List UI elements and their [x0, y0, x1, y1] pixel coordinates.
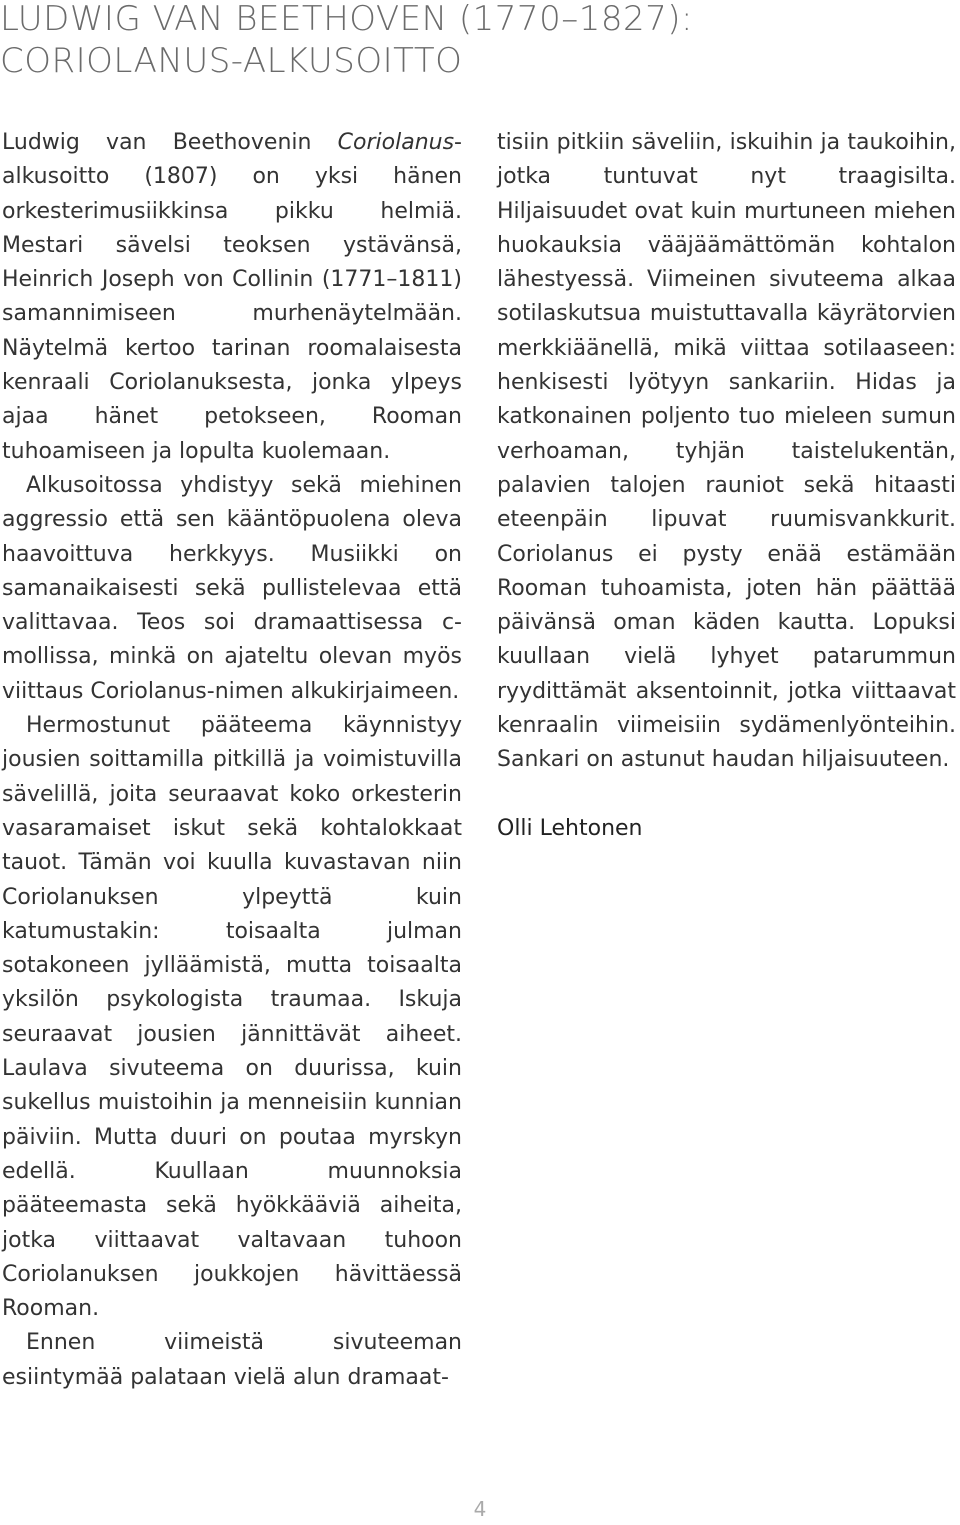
- page-number: 4: [473, 1497, 487, 1521]
- left-column: [2, 126, 462, 1395]
- author-signature: Olli Lehtonen: [497, 815, 643, 841]
- right-column: [497, 126, 956, 846]
- work-title-italic: Coriolanus: [337, 130, 455, 155]
- paragraph-final-start: Ennen viimeistä sivuteeman esiintymää palataan vielä alun dramaat-: [2, 1330, 462, 1390]
- paragraph-character: Alkusoitossa yhdistyy sekä miehinen aggressio että sen kääntöpuolena oleva haavoittuva herkkyys. Musiikki on samanaikaisesti sekä pullistelevaa että valittavaa. Teos soi dramaattisessa c-mollissa, minkä on ajateltu olevan myös viittaus Coriolanus-nimen alkukirjaimeen.: [2, 472, 462, 704]
- paragraph-intro: [2, 126, 462, 469]
- intro-text-start: Ludwig van Beethovenin: [2, 130, 338, 155]
- paragraph-final-end: tisiin pitkiin säveliin, iskuihin ja taukoihin, jotka tuntuvat nyt traagisilta. Hiljaisuudet ovat kuin murtuneen miehen huokauksia vääjäämättömän kohtalon lähestyessä. Viimeinen sivuteema alkaa sotilaskutsua muistuttavalla käyrätorvien merkkiäänellä, mikä viittaa sotilaaseen: henkisesti lyötyyn sankariin. Hidas ja katkonainen poljento tuo mieleen sumun verhoaman, tyhjän taistelukentän, palavien talojen rauniot sekä hitaasti eteenpäin lipuvat ruumisvankkurit. Coriolanus ei pysty enää estämään Rooman tuhoamista, joten hän päättää päivänsä oman käden kautta. Lopuksi kuullaan vielä lyhyet patarummun ryydittämät aksentoinnit, jotka viittaavat kenraalin viimeisiin sydämenlyönteihin. Sankari on astunut haudan hiljaisuuteen.: [497, 130, 956, 773]
- article-title: LUDWIG VAN BEETHOVEN (1770–1827): CORIOLANUS-ALKUSOITTO: [0, 0, 693, 81]
- intro-text-rest: -alkusoitto (1807) on yksi hänen orkesterimusiikkinsa pikku helmiä. Mestari sävelsi teoksen ystävänsä, Heinrich Joseph von Collinin (1771–1811) samannimiseen murhenäytelmään. Näytelmä kertoo tarinan roomalaisesta kenraali Coriolanuksesta, jonka ylpeys ajaa hänet petokseen, Rooman tuhoamiseen ja lopulta kuolemaan.: [2, 130, 462, 464]
- paragraph-main-theme: Hermostunut pääteema käynnistyy jousien soittamilla pitkillä ja voimistuvilla sävelillä, joita seuraavat koko orkesterin vasaramaiset iskut sekä kohtalokkaat tauot. Tämän voi kuulla kuvastavan niin Coriolanuksen ylpeyttä kuin katumustakin: toisaalta julman sotakoneen jylläämistä, mutta toisaalta yksilön psykologista traumaa. Iskuja seuraavat jousien jännittävät aiheet. Laulava sivuteema on duurissa, kuin sukellus muistoihin ja menneisiin kunnian päiviin. Mutta duuri on poutaa myrskyn edellä. Kuullaan muunnoksia pääteemasta sekä hyökkääviä aiheita, jotka viittaavat valtavaan tuhoon Coriolanuksen joukkojen hävittäessä Rooman.: [2, 713, 462, 1322]
